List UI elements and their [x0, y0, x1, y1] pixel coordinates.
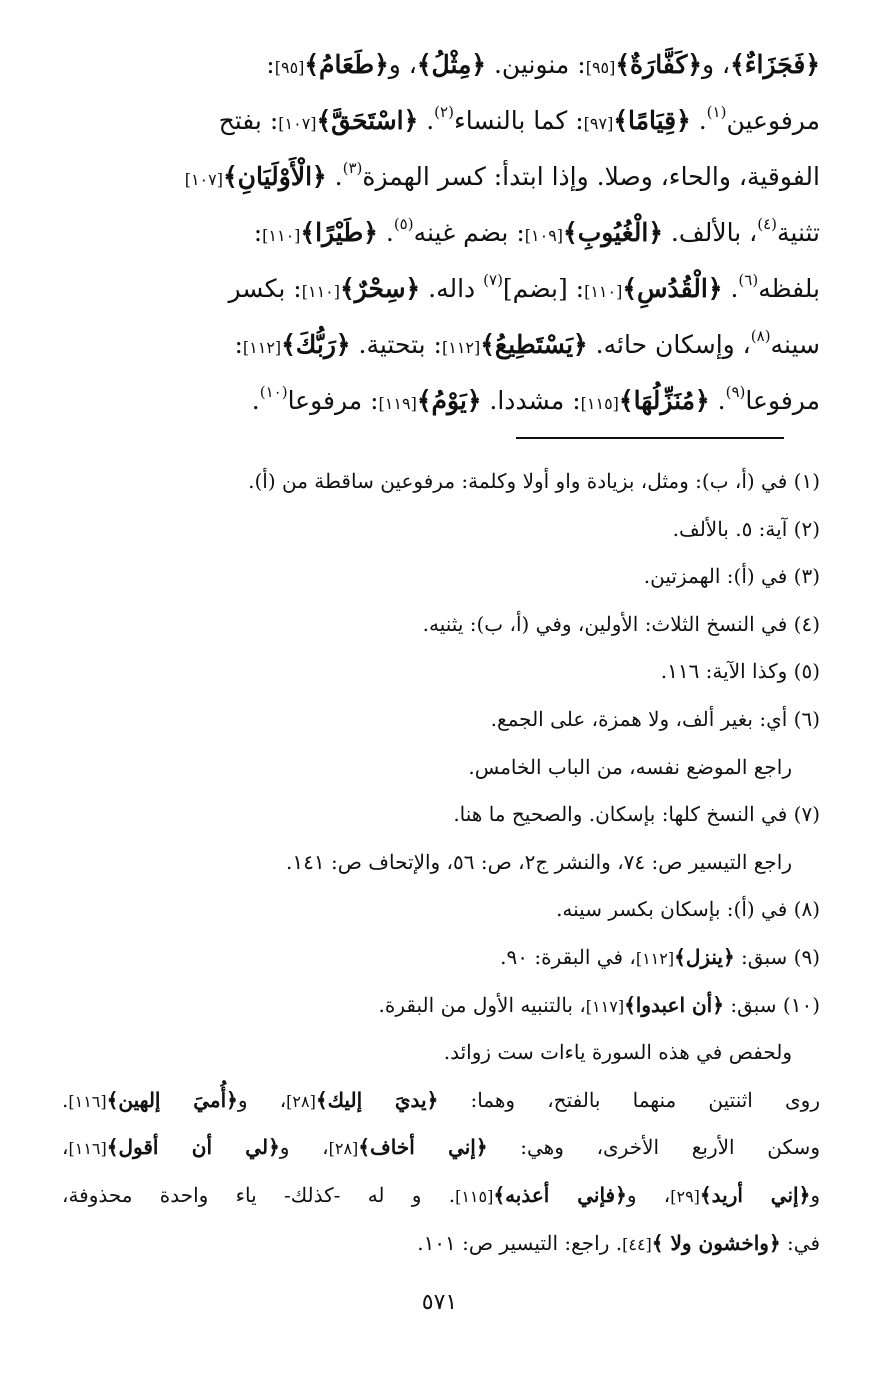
text-segment: داله.	[420, 274, 484, 303]
quran-word: ﴿الْقُدُسِ﴾	[622, 274, 723, 303]
text-segment: ، و	[702, 50, 731, 79]
verse-number: [١١٦]	[68, 1139, 107, 1159]
text-segment: .	[709, 386, 726, 415]
text-segment: مرفوعين	[726, 106, 820, 135]
text-segment: : منونين.	[486, 50, 586, 79]
verse-number: [٢٨]	[286, 1091, 316, 1111]
verse-number: [١١٠]	[301, 282, 340, 301]
footnote-6	[62, 696, 820, 744]
footnote-text: (١) في (أ، ب): ومثل، بزيادة واو أولا وكلمة: مرفوعين ساقطة من (أ).	[248, 469, 820, 493]
footnote-4	[62, 601, 820, 649]
verse-number: [١١٢]	[242, 338, 282, 357]
footnote-9	[62, 934, 820, 982]
footnotes-block	[62, 458, 820, 1267]
text-segment: : بتحتية.	[350, 330, 442, 359]
verse-number: [٤٤]	[622, 1234, 652, 1254]
verse-number: [٩٧]	[583, 114, 614, 133]
text-segment: :	[253, 218, 263, 247]
footnote-text: روى اثنتين منهما بالفتح، وهما:	[438, 1087, 820, 1112]
footnote-text: .	[62, 1087, 69, 1112]
verse-number: [٩٥]	[274, 58, 305, 77]
verse-number: [١١٥]	[455, 1186, 494, 1206]
footnote-2	[62, 506, 820, 554]
quran-word: ﴿الْغُيُوبِ﴾	[563, 218, 663, 247]
footnote-text: ، و	[279, 1135, 329, 1160]
footnote-text: في:	[780, 1230, 820, 1255]
footnote-ref: (٨)	[750, 327, 771, 345]
footnote-text: ، في البقرة: ٩٠.	[500, 944, 636, 969]
footnote-text: وسكن الأربع الأخرى، وهي:	[487, 1135, 820, 1160]
text-segment: الفوقية، والحاء، وصلا. وإذا ابتدأ: كسر الهمزة	[362, 162, 820, 191]
verse-number: [١١٠]	[584, 282, 623, 301]
footnote-text: (٨) في (أ): بإسكان بكسر سينه.	[556, 897, 820, 922]
footnote-text: . راجع: التيسير ص: ١٠١.	[417, 1230, 623, 1255]
verse-number: [١١٥]	[580, 394, 619, 413]
footnote-ref: (٩)	[725, 383, 746, 401]
footnote-separator	[516, 437, 784, 439]
footnote-ref: (٣)	[342, 159, 363, 177]
text-segment: .	[251, 386, 260, 415]
quran-word: ﴿واخشون ولا ﴾	[651, 1230, 781, 1255]
footnote-text: (١٠) سبق:	[723, 992, 820, 1017]
main-line	[62, 38, 820, 94]
footnote-10-continuation	[62, 1220, 820, 1268]
verse-number: [١٠٧]	[278, 114, 317, 133]
text-segment: : مشددا.	[481, 386, 581, 415]
text-segment: ، و	[388, 50, 417, 79]
text-segment: : مرفوعا	[287, 386, 379, 415]
text-segment: : بكسر	[228, 274, 302, 303]
quran-word: ﴿لي أن أقول﴾	[106, 1135, 280, 1160]
text-segment: ، بالألف.	[662, 218, 758, 247]
text-segment: .	[377, 218, 394, 247]
quran-word: ﴿مِثْلُ﴾	[416, 50, 487, 79]
quran-word: ﴿فإني أعذبه﴾	[493, 1182, 627, 1207]
quran-word: ﴿يَسْتَطِيعُ﴾	[480, 330, 588, 359]
footnote-7	[62, 791, 820, 839]
text-segment: : [بضم]	[502, 274, 585, 303]
quran-word: ﴿طَعَامُ﴾	[304, 50, 389, 79]
footnote-ref: (٥)	[393, 215, 414, 233]
footnote-ref: (١٠)	[259, 383, 288, 401]
main-line	[62, 206, 820, 262]
footnote-text: ، و	[237, 1087, 287, 1112]
quran-word: ﴿ينزل﴾	[674, 944, 735, 969]
quran-word: ﴿كَفَّارَةٌ﴾	[615, 50, 703, 79]
quran-word: ﴿يديَ إليك﴾	[315, 1087, 439, 1112]
quran-word: ﴿فَجَزَاءٌ﴾	[730, 50, 820, 79]
footnote-3	[62, 553, 820, 601]
text-segment: .	[690, 106, 707, 135]
footnote-1	[62, 458, 820, 506]
footnote-ref: (٦)	[738, 271, 759, 289]
quran-word: ﴿مُنَزِّلُهَا﴾	[618, 386, 710, 415]
main-text-block	[62, 38, 820, 430]
verse-number: [١١٠]	[262, 226, 301, 245]
text-segment: :	[266, 50, 275, 79]
footnote-ref: (٤)	[757, 215, 777, 233]
quran-word: ﴿يَوْمُ﴾	[416, 386, 482, 415]
footnote-7-continuation	[62, 839, 820, 887]
footnote-text: و	[810, 1182, 820, 1207]
verse-number: [١٠٩]	[524, 226, 564, 245]
main-line	[62, 150, 820, 206]
main-line	[62, 94, 820, 150]
text-segment: .	[418, 106, 435, 135]
verse-number: [٩٥]	[585, 58, 616, 77]
quran-word: ﴿أُميَ إلهين﴾	[106, 1087, 238, 1112]
main-line	[62, 318, 820, 374]
verse-number: [١١٢]	[441, 338, 481, 357]
text-segment: ، وإسكان حائه.	[587, 330, 751, 359]
footnote-text: (٥) وكذا الآية: ١١٦.	[660, 659, 820, 684]
footnote-text: (٧) في النسخ كلها: بإسكان. والصحيح ما هنا.	[453, 802, 820, 827]
quran-word: ﴿سِحْرٌ﴾	[340, 274, 421, 303]
quran-word: ﴿طَيْرًا﴾	[300, 218, 378, 247]
text-segment: مرفوعا	[745, 386, 820, 415]
verse-number: [١١٦]	[68, 1091, 107, 1111]
text-segment: تثنية	[777, 218, 820, 247]
footnote-text: (٦) أي: بغير ألف، ولا همزة، على الجمع.	[490, 706, 820, 731]
text-segment: بلفظه	[758, 274, 820, 303]
page-number: ٥٧١	[421, 1290, 458, 1315]
quran-word: ﴿رَبُّكَ﴾	[281, 330, 351, 359]
verse-number: [١١٢]	[635, 948, 675, 968]
text-segment: : بفتح	[218, 106, 279, 135]
footnote-text: (٣) في (أ): الهمزتين.	[643, 564, 820, 589]
footnote-text: ولحفص في هذه السورة ياءات ست زوائد.	[443, 1040, 792, 1065]
verse-number: [٢٨]	[328, 1139, 359, 1159]
footnote-8	[62, 886, 820, 934]
text-segment: سينه	[770, 330, 820, 359]
footnote-ref: (٧)	[483, 271, 503, 289]
quran-word: ﴿اسْتَحَقَّ﴾	[316, 106, 419, 135]
verse-number: [٢٩]	[670, 1186, 700, 1206]
footnote-10	[62, 982, 820, 1030]
footnote-6-continuation	[62, 744, 820, 792]
quran-word: ﴿قِيَامًا﴾	[613, 106, 691, 135]
footnote-text: ،	[62, 1135, 69, 1160]
text-segment: :	[234, 330, 243, 359]
footnote-10-continuation	[62, 1029, 820, 1077]
footnote-5	[62, 648, 820, 696]
footnote-text: ، و	[626, 1182, 671, 1207]
footnote-text: راجع الموضع نفسه، من الباب الخامس.	[468, 754, 792, 779]
footnote-text: راجع التيسير ص: ٧٤، والنشر ج٢، ص: ٥٦، والإتحاف ص: ١٤١.	[286, 849, 792, 874]
footnote-ref: (٢)	[434, 103, 454, 121]
verse-number: [١١٩]	[378, 394, 417, 413]
footnote-text: (٤) في النسخ الثلاث: الأولين، وفي (أ، ب): يثنيه.	[422, 611, 820, 636]
main-line	[62, 374, 820, 430]
text-segment: : بضم غينه	[413, 218, 525, 247]
verse-number: [١٠٧]	[184, 170, 223, 189]
text-segment: .	[326, 162, 343, 191]
footnote-text: ، بالتنبيه الأول من البقرة.	[378, 992, 586, 1017]
quran-word: ﴿إني أخاف﴾	[358, 1135, 488, 1160]
text-segment: .	[722, 274, 739, 303]
footnote-text: (٩) سبق:	[734, 944, 820, 969]
footnote-text: (٢) آية: ٥. بالألف.	[672, 516, 820, 541]
verse-number: [١١٧]	[585, 996, 625, 1016]
text-segment: : كما بالنساء	[453, 106, 584, 135]
footnote-ref: (١)	[706, 103, 727, 121]
footnote-10-continuation	[62, 1172, 820, 1220]
quran-word: ﴿أن اعبدوا﴾	[624, 992, 724, 1017]
footnote-10-continuation	[62, 1077, 820, 1125]
quran-word: ﴿الْأَوْلَيَانِ﴾	[222, 162, 327, 191]
main-line	[62, 262, 820, 318]
quran-word: ﴿إني أريد﴾	[699, 1182, 811, 1207]
footnote-10-continuation	[62, 1124, 820, 1172]
footnote-text: . و له -كذلك- ياء واحدة محذوفة،	[62, 1182, 456, 1207]
